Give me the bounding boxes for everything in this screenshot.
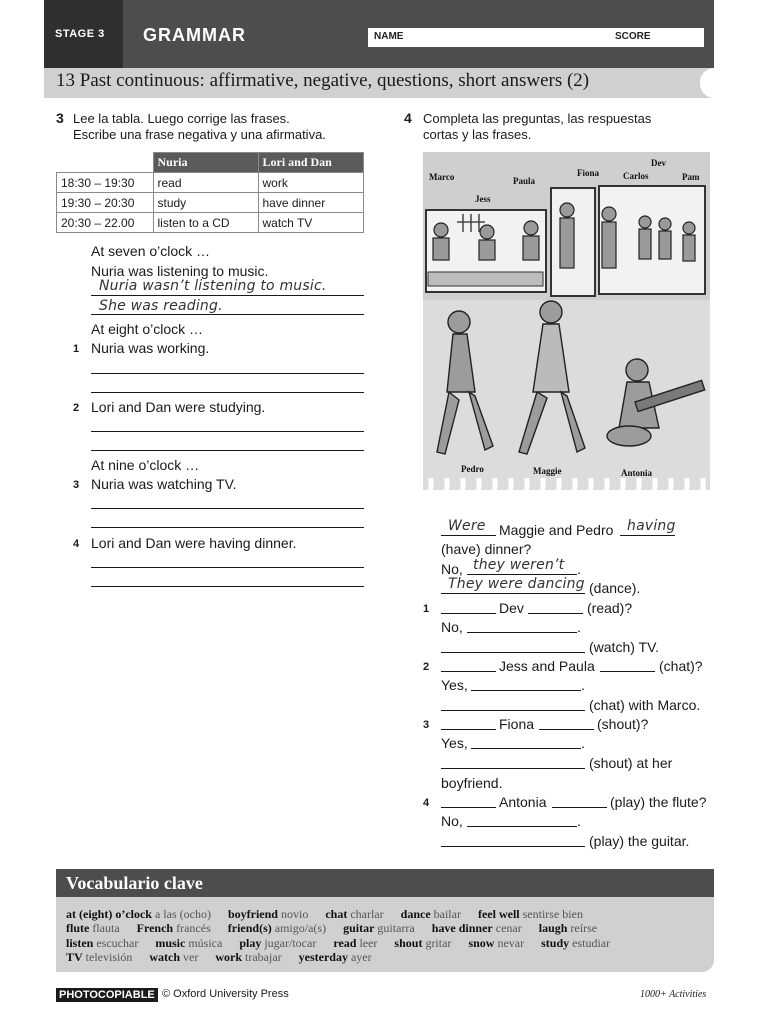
vocab-translation: jugar/tocar [264,936,317,950]
example-sentence: Nuria was listening to music. [91,263,269,279]
answer-line-3a[interactable] [91,508,364,509]
vocab-term: music [155,936,186,950]
item-number: 1 [73,343,80,355]
party-illustration [423,152,710,502]
item-1-verb: (read)? [587,600,633,616]
item-3-verb: (shout)? [597,716,649,732]
vocab-translation: nevar [497,936,525,950]
copyright-text: © Oxford University Press [162,988,289,1000]
example-time: At seven o’clock … [91,243,211,259]
item-number: 2 [73,402,80,414]
stage-label: STAGE 3 [55,28,105,40]
vocab-row [66,907,597,922]
label-antonia: Antonia [621,468,653,478]
label-paula: Paula [513,176,536,186]
example-answer-affirmative: She was reading. [99,298,223,314]
vocab-term: French [136,921,174,935]
time-eight: At eight o’clock … [91,321,204,337]
label-marco: Marco [429,172,455,182]
table-cell: 18:30 – 19:30 [57,173,154,193]
answer-line-3-long[interactable] [441,768,585,769]
item-1-subject: Dev [499,600,524,616]
item-2-dot: . [581,677,585,693]
label-jess: Jess [475,194,491,204]
vocab-translation: flauta [92,921,120,935]
vocab-term: watch [149,950,181,964]
table-header-cell: Nuria [153,153,258,173]
answer-line-3b[interactable] [91,527,364,528]
table-header-cell: Lori and Dan [258,153,363,173]
exercise-4-instruction-2: cortas y las frases. [423,127,532,142]
item-3-end: (shout) at her [589,755,673,771]
vocab-term: study [541,936,570,950]
time-nine: At nine o’clock … [91,457,200,473]
vocab-translation: leer [359,936,378,950]
table-cell: listen to a CD [153,213,258,233]
vocab-translation: sentirse bien [522,907,583,921]
vocab-term: flute [66,921,90,935]
vocab-row [66,950,386,965]
answer-line [441,593,585,594]
vocab-term: boyfriend [227,907,278,921]
answer-line [441,535,496,536]
vocab-term: listen [66,936,94,950]
item-number: 3 [423,719,430,731]
label-carlos: Carlos [623,171,649,181]
unit-title: 13 Past continuous: affirmative, negative, questions, short answers (2) [56,70,590,91]
vocab-term: yesterday [298,950,348,964]
item-3-dot: . [581,735,585,751]
table-cell: have dinner [258,193,363,213]
label-maggie: Maggie [533,466,562,476]
example-no: No, [441,561,463,577]
label-dev: Dev [651,158,666,168]
vocab-translation: ver [183,950,199,964]
answer-line-q4a[interactable] [441,807,496,808]
answer-line-2-short[interactable] [471,690,581,691]
answer-line-q4b[interactable] [552,807,607,808]
answer-line-3-short[interactable] [471,748,581,749]
answer-line-4b[interactable] [91,586,364,587]
item-1-end: (watch) TV. [589,639,660,655]
answer-line-q1a[interactable] [441,613,496,614]
section-title: GRAMMAR [143,25,246,45]
item-3-subject: Fiona [499,716,535,732]
exercise-4-number: 4 [404,110,412,126]
answer-line-q2a[interactable] [441,671,496,672]
answer-line-1a[interactable] [91,373,364,374]
vocab-term: play [239,936,262,950]
answer-line [620,535,675,536]
item-4-sentence: Lori and Dan were having dinner. [91,535,297,551]
item-3-sentence: Nuria was watching TV. [91,476,237,492]
vocab-translation: música [188,936,223,950]
vocab-term: work [215,950,243,964]
vocab-translation: televisión [85,950,133,964]
vocab-term: TV [66,950,83,964]
vocab-translation: escuchar [96,936,139,950]
answer-line-2a[interactable] [91,431,364,432]
answer-line-2b[interactable] [91,450,364,451]
item-3-reply: Yes, [441,735,468,751]
vocab-translation: francés [176,921,211,935]
example-long-end: (dance). [589,580,641,596]
vocab-translation: ayer [350,950,372,964]
item-2-verb: (chat)? [659,658,703,674]
table-cell: watch TV [258,213,363,233]
item-2-reply: Yes, [441,677,468,693]
photocopiable-badge: PHOTOCOPIABLE [56,988,158,1002]
vocab-row [66,921,611,936]
vocab-translation: guitarra [377,921,415,935]
answer-having: having [627,518,676,534]
exercise-3-instruction-2: Escribe una frase negativa y una afirmativa. [73,127,326,142]
vocab-term: at (eight) o’clock [66,907,152,921]
vocab-translation: novio [280,907,309,921]
answer-line-1-long[interactable] [441,652,585,653]
table-cell: 19:30 – 20:30 [57,193,154,213]
vocab-term: guitar [343,921,375,935]
vocab-term: have dinner [431,921,493,935]
example-question-subject: Maggie and Pedro [499,522,614,538]
vocab-translation: reírse [570,921,598,935]
item-4-subject: Antonia [499,794,547,810]
vocab-translation: charlar [350,907,384,921]
item-4-verb: (play) the flute? [610,794,707,810]
vocab-term: laugh [538,921,568,935]
item-1-dot: . [577,619,581,635]
item-4-dot: . [577,813,581,829]
item-4-end: (play) the guitar. [589,833,690,849]
answer-line-1b[interactable] [91,392,364,393]
item-1-sentence: Nuria was working. [91,340,210,356]
answer-line-q3b[interactable] [539,729,594,730]
vocab-translation: trabajar [245,950,282,964]
activities-label: 1000+ Activities [640,989,707,1000]
table-row [57,173,364,193]
answer-line-4a[interactable] [91,567,364,568]
item-1-reply: No, [441,619,463,635]
vocab-translation: a las (ocho) [154,907,211,921]
answer-line [91,314,364,315]
answer-long: They were dancing [448,576,585,592]
answer-line [467,574,577,575]
vocab-translation: estudiar [572,936,611,950]
item-2-sentence: Lori and Dan were studying. [91,399,266,415]
schedule-table [56,152,364,233]
exercise-3-number: 3 [56,110,64,126]
table-cell: study [153,193,258,213]
answer-line-4-short[interactable] [467,826,577,827]
answer-line-1-short[interactable] [467,632,577,633]
vocab-term: read [333,936,357,950]
item-4-reply: No, [441,813,463,829]
vocab-translation: bailar [433,907,461,921]
exercise-3-instruction-1: Lee la tabla. Luego corrige las frases. [73,111,290,126]
item-number: 1 [423,603,430,615]
vocab-term: chat [325,907,348,921]
score-label: SCORE [615,31,651,42]
vocab-translation: amigo/a(s) [274,921,327,935]
item-3-end-2: boyfriend. [441,775,503,791]
answer-line [91,295,364,296]
item-2-end: (chat) with Marco. [589,697,701,713]
vocab-translation: cenar [495,921,522,935]
item-number: 4 [73,538,80,550]
table-header-blank [57,153,154,173]
vocab-term: dance [400,907,431,921]
item-number: 4 [423,797,430,809]
example-dot: . [577,561,581,577]
item-number: 3 [73,479,80,491]
table-cell: work [258,173,363,193]
item-2-subject: Jess and Paula [499,658,595,674]
table-row [57,213,364,233]
vocab-term: feel well [477,907,520,921]
example-answer-negative: Nuria wasn’t listening to music. [99,278,327,294]
label-pedro: Pedro [461,464,484,474]
label-fiona: Fiona [577,168,600,178]
answer-line-2-long[interactable] [441,710,585,711]
table-cell: 20:30 – 22.00 [57,213,154,233]
vocab-term: shout [394,936,423,950]
item-number: 2 [423,661,430,673]
table-header-row [57,153,364,173]
answer-were: Were [448,518,486,534]
vocab-translation: gritar [425,936,452,950]
answer-line-4-long[interactable] [441,846,585,847]
label-pam: Pam [682,172,700,182]
name-label: NAME [374,31,404,42]
answer-line-q3a[interactable] [441,729,496,730]
answer-line-q2b[interactable] [600,671,655,672]
vocab-term: snow [468,936,495,950]
table-row [57,193,364,213]
example-question-end: (have) dinner? [441,541,532,557]
vocab-term: friend(s) [227,921,272,935]
vocab-title: Vocabulario clave [66,873,203,893]
vocab-row [66,936,624,951]
table-cell: read [153,173,258,193]
answer-short: they weren’t [473,557,565,573]
name-score-field[interactable] [368,28,704,47]
exercise-4-instruction-1: Completa las preguntas, las respuestas [423,111,652,126]
answer-line-q1b[interactable] [528,613,583,614]
